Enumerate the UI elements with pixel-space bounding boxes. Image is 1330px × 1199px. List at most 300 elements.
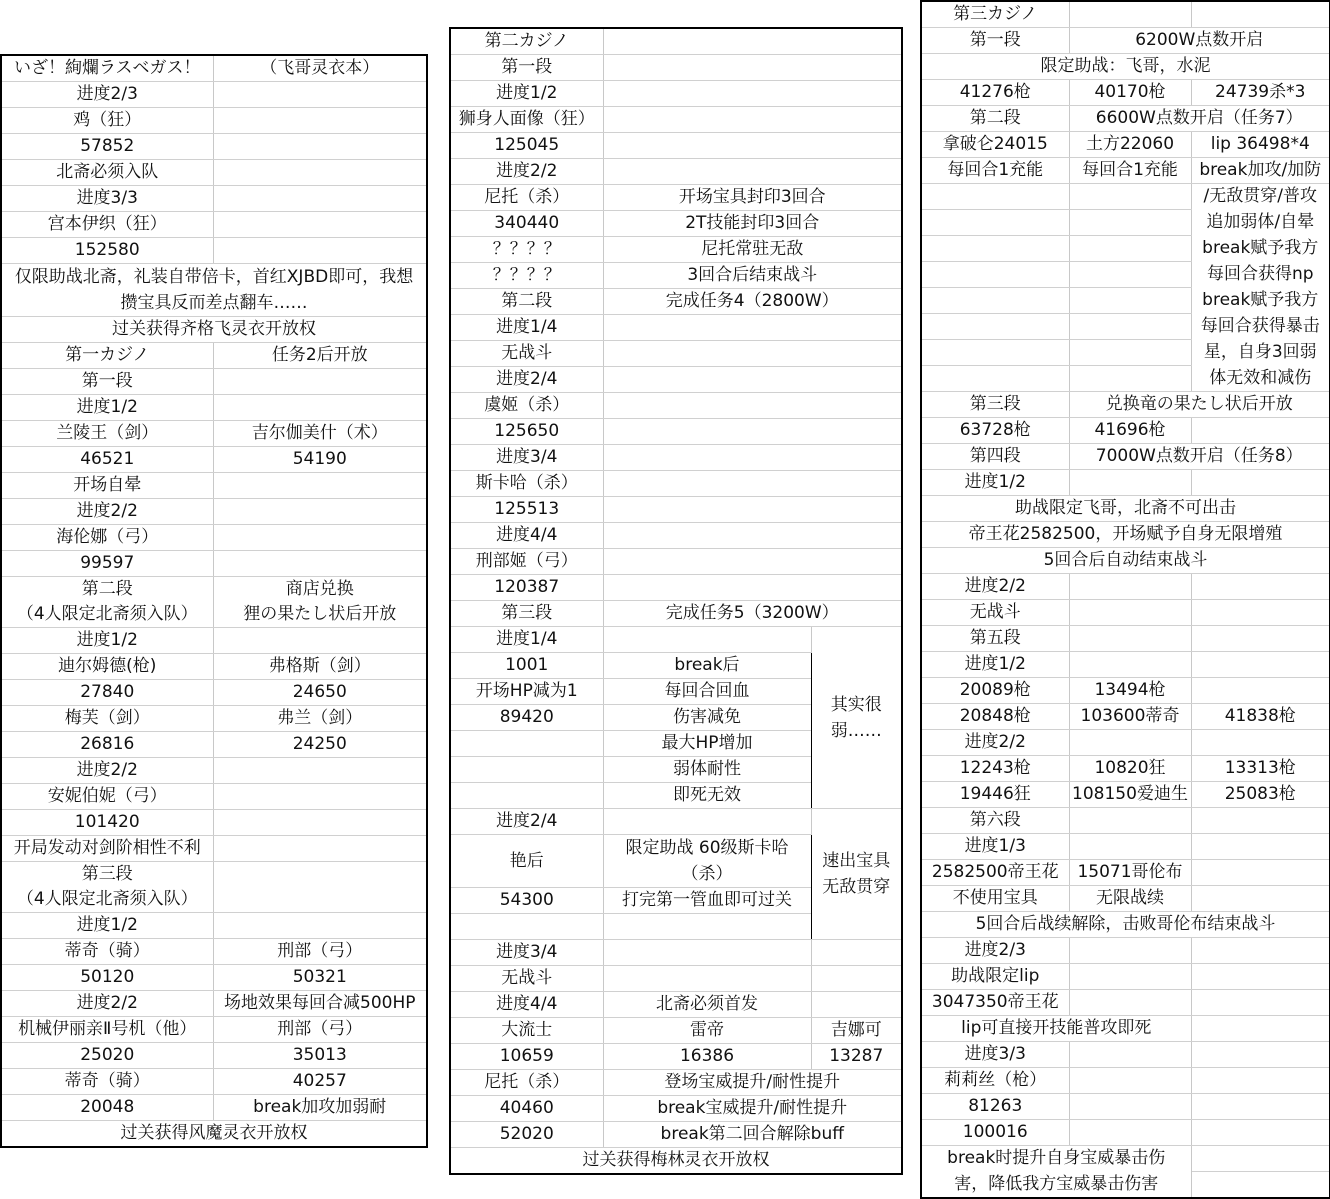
table-row — [921, 938, 1330, 964]
cell[interactable]: 3047350帝王花 — [921, 990, 1069, 1016]
stage-label[interactable]: 第一段 — [1, 369, 213, 395]
cell[interactable]: 19446狂 — [921, 782, 1069, 808]
cell[interactable]: 27840 — [1, 680, 213, 706]
cell[interactable]: 1001 — [450, 653, 603, 679]
cell[interactable] — [603, 497, 902, 523]
cell[interactable]: ？？？？ — [450, 237, 603, 263]
cell[interactable] — [1191, 834, 1330, 860]
cell[interactable] — [603, 419, 902, 445]
cell[interactable]: 108150爱迪生 — [1069, 782, 1191, 808]
cell[interactable]: 52020 — [450, 1122, 603, 1148]
cell[interactable] — [603, 159, 902, 185]
cell[interactable] — [450, 783, 603, 809]
cell[interactable]: 35013 — [213, 1043, 427, 1069]
cell[interactable] — [1191, 1016, 1330, 1042]
cell[interactable]: 弱体耐性 — [603, 757, 811, 783]
cell-note[interactable]: 仅限助战北斋，礼装自带倍卡，首红XJBD即可，我想攒宝具反而差点翻车…… — [1, 264, 427, 317]
cell[interactable]: 20048 — [1, 1095, 213, 1121]
cell[interactable] — [811, 966, 902, 992]
cell[interactable]: 刑部（弓） — [213, 1017, 427, 1043]
cell[interactable] — [603, 28, 902, 55]
cell[interactable] — [921, 288, 1069, 314]
table-row — [921, 28, 1330, 54]
cell[interactable]: 任务2后开放 — [213, 343, 427, 369]
cell[interactable] — [603, 107, 902, 133]
cell[interactable]: 20848枪 — [921, 704, 1069, 730]
cell[interactable] — [1191, 1146, 1330, 1172]
cell[interactable] — [213, 186, 427, 212]
cell[interactable]: 蒂奇（骑） — [1, 939, 213, 965]
cell[interactable]: 进度2/2 — [1, 991, 213, 1017]
cell[interactable] — [1191, 1172, 1330, 1199]
cell[interactable]: 24250 — [213, 732, 427, 758]
cell[interactable]: 进度3/4 — [450, 940, 603, 966]
cell[interactable] — [450, 914, 603, 940]
cell[interactable] — [1069, 990, 1191, 1016]
stage-label[interactable]: 第五段 — [921, 626, 1069, 652]
cell[interactable]: 41696枪 — [1069, 418, 1191, 444]
cell[interactable]: break后 — [603, 653, 811, 679]
cell[interactable] — [1069, 730, 1191, 756]
cell[interactable]: 103600蒂奇 — [1069, 704, 1191, 730]
cell[interactable]: 即死无效 — [603, 783, 811, 809]
cell[interactable]: 进度2/4 — [450, 809, 603, 835]
cell[interactable] — [1069, 626, 1191, 652]
cell[interactable]: 进度1/2 — [450, 81, 603, 107]
cell[interactable]: 89420 — [450, 705, 603, 731]
cell[interactable]: 梅芙（剑） — [1, 706, 213, 732]
cell[interactable]: 害，降低我方宝威暴击伤害 — [921, 1172, 1191, 1199]
cell[interactable] — [1069, 600, 1191, 626]
cell[interactable]: 迪尔姆德(枪) — [1, 654, 213, 680]
cell[interactable]: （4人限定北斋须入队） — [1, 602, 213, 628]
cell[interactable] — [213, 82, 427, 108]
cell[interactable]: 125513 — [450, 497, 603, 523]
cell[interactable]: lip可直接开技能普攻即死 — [921, 1016, 1191, 1042]
cell[interactable]: 场地效果每回合减500HP — [213, 991, 427, 1017]
cell[interactable]: 进度2/2 — [921, 574, 1069, 600]
cell[interactable] — [603, 133, 902, 159]
cell[interactable]: 安妮伯妮（弓） — [1, 784, 213, 810]
cell[interactable]: 助战限定飞哥，北斋不可出击 — [921, 496, 1330, 522]
cell[interactable] — [1069, 184, 1191, 210]
cell[interactable] — [1191, 886, 1330, 912]
cell[interactable] — [603, 393, 902, 419]
cell[interactable] — [921, 314, 1069, 340]
cell[interactable]: 开场宝具封印3回合 — [603, 185, 902, 211]
cell[interactable]: 每回合获得暴击 — [1191, 314, 1330, 340]
cell[interactable] — [1069, 470, 1191, 496]
cell[interactable]: 进度2/2 — [1, 758, 213, 784]
cell[interactable]: 40257 — [213, 1069, 427, 1095]
cell[interactable] — [1069, 938, 1191, 964]
cell[interactable]: 10659 — [450, 1044, 603, 1070]
cell[interactable]: 进度2/2 — [1, 499, 213, 525]
cell[interactable]: 狸の果たし状后开放 — [213, 602, 427, 628]
cell[interactable] — [1191, 678, 1330, 704]
stage-label[interactable]: 第四段 — [921, 444, 1069, 470]
cell[interactable] — [1191, 574, 1330, 600]
cell[interactable] — [213, 160, 427, 186]
cell[interactable]: 尼托（杀） — [450, 185, 603, 211]
cell[interactable]: 50120 — [1, 965, 213, 991]
cell[interactable]: 每回合获得np — [1191, 262, 1330, 288]
cell[interactable]: 限定助战：飞哥，水泥 — [921, 54, 1330, 80]
cell[interactable] — [1191, 860, 1330, 886]
cell[interactable] — [603, 523, 902, 549]
cell[interactable]: 进度1/4 — [450, 627, 603, 653]
cell[interactable] — [603, 940, 811, 966]
cell[interactable]: 无战斗 — [921, 600, 1069, 626]
cell[interactable] — [1069, 210, 1191, 236]
cell[interactable]: 152580 — [1, 238, 213, 264]
cell[interactable]: 16386 — [603, 1044, 811, 1070]
cell[interactable]: 进度1/3 — [921, 834, 1069, 860]
cell[interactable]: lip 36498*4 — [1191, 132, 1330, 158]
cell[interactable]: 狮身人面像（狂） — [450, 107, 603, 133]
cell[interactable]: 125650 — [450, 419, 603, 445]
cell[interactable]: 开场HP减为1 — [450, 679, 603, 705]
cell[interactable] — [213, 551, 427, 577]
cell[interactable] — [1069, 834, 1191, 860]
cell[interactable] — [1191, 470, 1330, 496]
cell[interactable]: 无战斗 — [450, 341, 603, 367]
cell[interactable]: 刑部姬（弓） — [450, 549, 603, 575]
cell[interactable]: 50321 — [213, 965, 427, 991]
cell[interactable]: 助战限定lip — [921, 964, 1069, 990]
cell[interactable]: 12243枪 — [921, 756, 1069, 782]
cell[interactable]: 57852 — [1, 134, 213, 160]
cell[interactable] — [603, 627, 811, 653]
cell[interactable]: 54300 — [450, 888, 603, 914]
cell[interactable] — [1191, 938, 1330, 964]
casino-title[interactable]: 第一カジノ — [1, 343, 213, 369]
cell[interactable] — [1069, 1, 1191, 28]
cell[interactable] — [603, 81, 902, 107]
cell[interactable]: 24739杀*3 — [1191, 80, 1330, 106]
cell[interactable] — [1191, 626, 1330, 652]
cell[interactable] — [1191, 1, 1330, 28]
cell[interactable]: 25083枪 — [1191, 782, 1330, 808]
stage-label[interactable]: 第三段 — [921, 392, 1069, 418]
cell[interactable] — [213, 238, 427, 264]
cell[interactable]: 340440 — [450, 211, 603, 237]
cell[interactable] — [1069, 574, 1191, 600]
cell[interactable] — [1191, 652, 1330, 678]
cell[interactable]: break宝威提升/耐性提升 — [603, 1096, 902, 1122]
cell[interactable] — [213, 913, 427, 939]
cell[interactable]: 26816 — [1, 732, 213, 758]
casino-title[interactable]: 第三カジノ — [921, 1, 1069, 28]
cell[interactable]: 不使用宝具 — [921, 886, 1069, 912]
stage-label[interactable]: 第二段 — [450, 289, 603, 315]
cell[interactable]: break加攻/加防 — [1191, 158, 1330, 184]
cell[interactable]: break时提升自身宝威暴击伤 — [921, 1146, 1191, 1172]
cell[interactable] — [213, 887, 427, 913]
cell[interactable] — [603, 445, 902, 471]
cell[interactable] — [1069, 1042, 1191, 1068]
cell[interactable]: 进度1/4 — [450, 315, 603, 341]
cell[interactable] — [1069, 652, 1191, 678]
table-row — [921, 184, 1330, 210]
cell[interactable]: 北斋必须首发 — [603, 992, 811, 1018]
cell[interactable]: 北斋必须入队 — [1, 160, 213, 186]
event-title[interactable]: いざ！絢爛ラスベガス！ — [1, 55, 213, 82]
cell[interactable] — [1069, 340, 1191, 366]
cell[interactable]: 进度2/4 — [450, 367, 603, 393]
cell[interactable] — [1191, 418, 1330, 444]
cell[interactable]: 弗格斯（剑） — [213, 654, 427, 680]
cell[interactable]: 20089枪 — [921, 678, 1069, 704]
cell[interactable]: 海伦娜（弓） — [1, 525, 213, 551]
table-row — [450, 471, 902, 497]
cell[interactable]: break加攻加弱耐 — [213, 1095, 427, 1121]
cell[interactable]: 13313枪 — [1191, 756, 1330, 782]
cell[interactable]: 进度1/2 — [1, 913, 213, 939]
cell[interactable]: 5回合后自动结束战斗 — [921, 548, 1330, 574]
cell[interactable]: 125045 — [450, 133, 603, 159]
cell[interactable] — [213, 862, 427, 888]
cell[interactable] — [1069, 1094, 1191, 1120]
cell[interactable]: 虞姬（杀） — [450, 393, 603, 419]
cell[interactable] — [450, 731, 603, 757]
cell[interactable]: 开场自晕 — [1, 473, 213, 499]
cell[interactable]: 99597 — [1, 551, 213, 577]
cell[interactable] — [1069, 288, 1191, 314]
cell[interactable]: 进度2/3 — [921, 938, 1069, 964]
cell-comment[interactable]: 其实很弱…… — [811, 627, 902, 809]
cell[interactable] — [921, 210, 1069, 236]
cell[interactable]: 6200W点数开启 — [1069, 28, 1330, 54]
cell[interactable] — [213, 473, 427, 499]
cell[interactable]: 2T技能封印3回合 — [603, 211, 902, 237]
stage-label[interactable]: 第六段 — [921, 808, 1069, 834]
cell[interactable]: 进度3/4 — [450, 445, 603, 471]
cell[interactable]: 打完第一管血即可过关 — [603, 888, 811, 914]
cell[interactable]: 进度2/3 — [1, 82, 213, 108]
cell[interactable]: 蒂奇（骑） — [1, 1069, 213, 1095]
cell[interactable]: 5回合后战续解除，击败哥伦布结束战斗 — [921, 912, 1330, 938]
cell[interactable]: 100016 — [921, 1120, 1069, 1146]
cell[interactable]: 7000W点数开启（任务8） — [1069, 444, 1330, 470]
cell[interactable]: （4人限定北斋须入队） — [1, 887, 213, 913]
cell[interactable]: 登场宝威提升/耐性提升 — [603, 1070, 902, 1096]
cell[interactable]: 81263 — [921, 1094, 1069, 1120]
cell[interactable]: 13494枪 — [1069, 678, 1191, 704]
cell[interactable]: 斯卡哈（杀） — [450, 471, 603, 497]
cell[interactable] — [603, 367, 902, 393]
cell[interactable]: 追加弱体/自晕 — [1191, 210, 1330, 236]
cell[interactable] — [213, 810, 427, 836]
cell[interactable] — [1069, 1068, 1191, 1094]
cell[interactable] — [1191, 964, 1330, 990]
cell[interactable] — [603, 575, 902, 601]
cell[interactable]: 兑换竜の果たし状后开放 — [1069, 392, 1330, 418]
cell[interactable]: 完成任务5（3200W） — [603, 601, 902, 627]
cell-reward[interactable]: 过关获得齐格飞灵衣开放权 — [1, 317, 427, 343]
cell-reward[interactable]: 过关获得梅林灵衣开放权 — [450, 1148, 902, 1175]
cell[interactable] — [1191, 730, 1330, 756]
cell[interactable] — [811, 992, 902, 1018]
cell[interactable]: 尼托常驻无敌 — [603, 237, 902, 263]
cell[interactable] — [603, 341, 902, 367]
cell[interactable]: 进度1/2 — [1, 395, 213, 421]
cell[interactable]: 每回合1充能 — [1069, 158, 1191, 184]
cell[interactable]: 刑部（弓） — [213, 939, 427, 965]
stage-label[interactable]: 第二段 — [1, 577, 213, 603]
cell[interactable] — [1191, 808, 1330, 834]
cell[interactable]: ？？？？ — [450, 263, 603, 289]
cell[interactable] — [1191, 1094, 1330, 1120]
cell[interactable] — [1191, 1042, 1330, 1068]
cell[interactable] — [603, 809, 811, 835]
cell[interactable]: 41276枪 — [921, 80, 1069, 106]
cell[interactable]: 10820狂 — [1069, 756, 1191, 782]
cell[interactable]: 2582500帝王花 — [921, 860, 1069, 886]
cell[interactable]: 进度4/4 — [450, 992, 603, 1018]
cell[interactable]: 莉莉丝（枪） — [921, 1068, 1069, 1094]
cell[interactable] — [213, 784, 427, 810]
cell[interactable]: 40460 — [450, 1096, 603, 1122]
event-subtitle[interactable]: （飞哥灵衣本） — [213, 55, 427, 82]
cell[interactable]: 鸡（狂） — [1, 108, 213, 134]
cell[interactable]: 进度3/3 — [921, 1042, 1069, 1068]
table-row — [921, 652, 1330, 678]
stage-label[interactable]: 第三段 — [1, 862, 213, 888]
cell[interactable]: 进度4/4 — [450, 523, 603, 549]
stage-label[interactable]: 第二段 — [921, 106, 1069, 132]
cell[interactable] — [213, 628, 427, 654]
cell[interactable] — [213, 499, 427, 525]
cell[interactable]: 25020 — [1, 1043, 213, 1069]
cell[interactable] — [811, 940, 902, 966]
cell[interactable] — [1069, 314, 1191, 340]
cell[interactable]: 体无效和减伤 — [1191, 366, 1330, 392]
cell[interactable]: break赋予我方 — [1191, 288, 1330, 314]
cell[interactable]: 商店兑换 — [213, 577, 427, 603]
cell[interactable]: 3回合后结束战斗 — [603, 263, 902, 289]
cell[interactable] — [1069, 808, 1191, 834]
cell[interactable]: 雷帝 — [603, 1018, 811, 1044]
cell[interactable] — [921, 236, 1069, 262]
cell[interactable]: 进度2/2 — [921, 730, 1069, 756]
cell[interactable]: 吉娜可 — [811, 1018, 902, 1044]
cell[interactable] — [450, 757, 603, 783]
cell[interactable] — [213, 758, 427, 784]
cell[interactable] — [1191, 1068, 1330, 1094]
table-row — [921, 600, 1330, 626]
stage-label[interactable]: 第一段 — [921, 28, 1069, 54]
cell[interactable]: 每回合1充能 — [921, 158, 1069, 184]
cell[interactable] — [1191, 600, 1330, 626]
cell[interactable] — [921, 366, 1069, 392]
cell[interactable] — [1191, 1120, 1330, 1146]
cell[interactable]: 机械伊丽亲Ⅱ号机（他） — [1, 1017, 213, 1043]
cell[interactable] — [1069, 964, 1191, 990]
table-row — [921, 574, 1330, 600]
cell[interactable]: 完成任务4（2800W） — [603, 289, 902, 315]
cell[interactable]: 13287 — [811, 1044, 902, 1070]
cell[interactable]: 伤害减免 — [603, 705, 811, 731]
cell[interactable]: 41838枪 — [1191, 704, 1330, 730]
cell[interactable]: 尼托（杀） — [450, 1070, 603, 1096]
cell[interactable]: break第二回合解除buff — [603, 1122, 902, 1148]
cell[interactable]: 开局发动对剑阶相性不利 — [1, 836, 213, 862]
cell[interactable]: 星，自身3回弱 — [1191, 340, 1330, 366]
cell[interactable] — [603, 471, 902, 497]
cell[interactable] — [603, 966, 811, 992]
cell[interactable]: 土方22060 — [1069, 132, 1191, 158]
cell[interactable] — [921, 340, 1069, 366]
cell[interactable] — [921, 184, 1069, 210]
cell[interactable]: 弗兰（剑） — [213, 706, 427, 732]
cell[interactable]: 兰陵王（剑） — [1, 421, 213, 447]
cell[interactable]: 24650 — [213, 680, 427, 706]
stage-label[interactable]: 第一段 — [450, 55, 603, 81]
cell[interactable]: 进度1/2 — [921, 470, 1069, 496]
cell[interactable] — [1069, 262, 1191, 288]
cell[interactable]: break赋予我方 — [1191, 236, 1330, 262]
stage-label[interactable]: 第三段 — [450, 601, 603, 627]
cell[interactable]: 101420 — [1, 810, 213, 836]
cell-comment[interactable]: 速出宝具无敌贯穿 — [811, 809, 902, 940]
cell[interactable]: 120387 — [450, 575, 603, 601]
cell[interactable] — [213, 525, 427, 551]
cell[interactable] — [213, 836, 427, 862]
cell[interactable] — [213, 108, 427, 134]
cell[interactable]: 拿破仑24015 — [921, 132, 1069, 158]
cell[interactable]: 宫本伊织（狂） — [1, 212, 213, 238]
cell[interactable] — [1191, 990, 1330, 1016]
cell[interactable]: 进度3/3 — [1, 186, 213, 212]
cell[interactable]: 进度2/2 — [450, 159, 603, 185]
cell[interactable] — [1069, 236, 1191, 262]
table-row — [1, 939, 427, 965]
cell[interactable] — [603, 914, 811, 940]
cell[interactable] — [213, 395, 427, 421]
cell[interactable]: 无限战续 — [1069, 886, 1191, 912]
cell[interactable]: 46521 — [1, 447, 213, 473]
cell[interactable]: 54190 — [213, 447, 427, 473]
cell[interactable] — [921, 262, 1069, 288]
cell[interactable] — [603, 315, 902, 341]
cell[interactable] — [213, 369, 427, 395]
cell[interactable] — [1069, 366, 1191, 392]
cell[interactable]: 6600W点数开启（任务7） — [1069, 106, 1330, 132]
cell[interactable]: 63728枪 — [921, 418, 1069, 444]
casino-title[interactable]: 第二カジノ — [450, 28, 603, 55]
cell[interactable]: 限定助战 60级斯卡哈（杀） — [603, 835, 811, 888]
cell[interactable]: 40170枪 — [1069, 80, 1191, 106]
cell[interactable]: 最大HP增加 — [603, 731, 811, 757]
cell[interactable] — [1069, 1120, 1191, 1146]
cell[interactable]: /无敌贯穿/普攻 — [1191, 184, 1330, 210]
cell-reward[interactable]: 过关获得风魔灵衣开放权 — [1, 1121, 427, 1148]
cell[interactable]: 进度1/2 — [921, 652, 1069, 678]
cell[interactable]: 吉尔伽美什（术） — [213, 421, 427, 447]
cell[interactable]: 帝王花2582500，开场赋予自身无限增殖 — [921, 522, 1330, 548]
cell[interactable] — [213, 212, 427, 238]
cell[interactable]: 艳后 — [450, 835, 603, 888]
cell[interactable]: 大流士 — [450, 1018, 603, 1044]
cell[interactable]: 无战斗 — [450, 966, 603, 992]
cell[interactable] — [213, 134, 427, 160]
cell[interactable]: 每回合回血 — [603, 679, 811, 705]
cell[interactable]: 进度1/2 — [1, 628, 213, 654]
cell[interactable] — [603, 549, 902, 575]
cell[interactable] — [603, 55, 902, 81]
cell[interactable]: 15071哥伦布 — [1069, 860, 1191, 886]
